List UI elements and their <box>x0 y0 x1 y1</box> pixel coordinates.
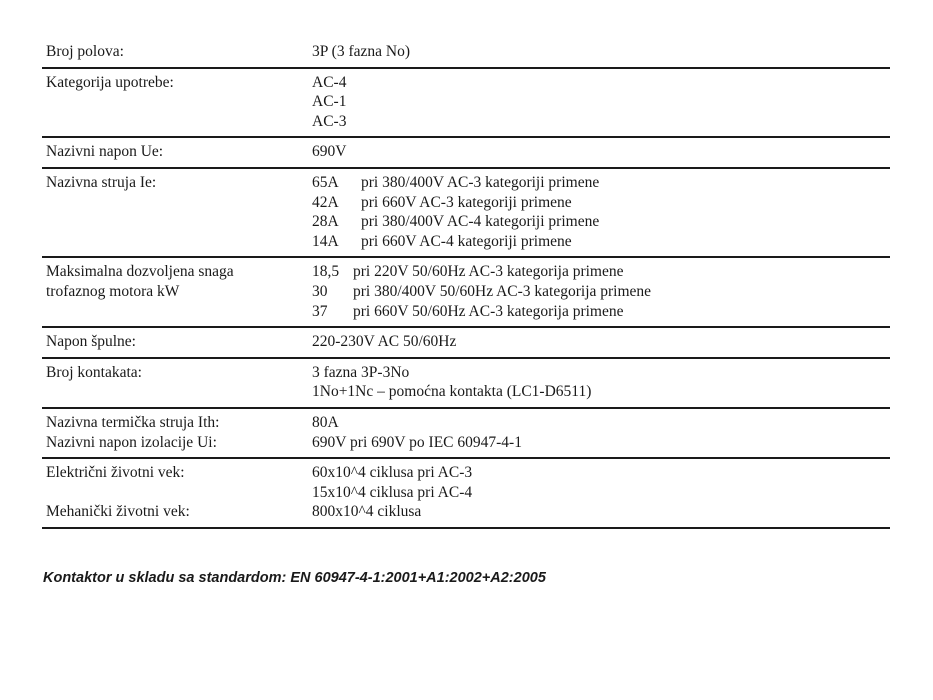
value-line: AC-1 <box>312 93 347 111</box>
spec-value <box>308 358 890 408</box>
label-line: Nazivni napon izolacije Ui: <box>46 433 217 451</box>
current-amp: 28A <box>312 213 339 231</box>
spec-label <box>42 68 308 138</box>
power-desc: pri 380/400V 50/60Hz AC-3 kategorija primene <box>353 282 652 300</box>
spec-label <box>42 168 308 257</box>
label-line: Broj kontakata: <box>46 363 142 381</box>
power-desc: pri 660V 50/60Hz AC-3 kategorija primene <box>353 302 624 320</box>
spec-label <box>42 137 308 168</box>
label-line: Napon špulne: <box>46 333 136 351</box>
label-line: Maksimalna dozvoljena snaga <box>46 263 234 281</box>
power-line <box>312 262 890 282</box>
power-kw: 37 <box>312 302 328 320</box>
current-line <box>312 232 890 252</box>
spec-row-lifespan <box>42 458 890 528</box>
label-line: Nazivna struja Ie: <box>46 173 157 191</box>
value-line: 220-230V AC 50/60Hz <box>312 333 457 351</box>
power-kw: 30 <box>312 282 328 300</box>
label-line: Električni životni vek: <box>46 464 185 482</box>
power-line <box>312 302 890 322</box>
spec-value <box>308 458 890 528</box>
current-desc: pri 660V AC-3 kategoriji primene <box>361 193 572 211</box>
spec-row-rated-current <box>42 168 890 257</box>
current-amp: 42A <box>312 193 339 211</box>
power-kw: 18,5 <box>312 263 340 281</box>
spec-value <box>308 408 890 458</box>
value-line: 690V <box>312 143 347 161</box>
label-line: trofaznog motora kW <box>46 282 180 300</box>
spec-label <box>42 327 308 358</box>
label-line: Kategorija upotrebe: <box>46 73 174 91</box>
label-spacer <box>46 483 308 503</box>
power-desc: pri 220V 50/60Hz AC-3 kategorija primene <box>353 263 624 281</box>
spec-label <box>42 358 308 408</box>
spec-value <box>308 257 890 327</box>
spec-label <box>42 408 308 458</box>
value-line: 3P (3 fazna No) <box>312 43 410 60</box>
spec-row-usage-category <box>42 68 890 138</box>
spec-value <box>308 168 890 257</box>
current-line <box>312 193 890 213</box>
specification-table <box>42 40 890 529</box>
spec-value <box>308 40 890 68</box>
spec-value <box>308 68 890 138</box>
label-line: Nazivna termička struja Ith: <box>46 413 220 431</box>
current-line <box>312 212 890 232</box>
spec-row-rated-voltage <box>42 137 890 168</box>
current-amp: 65A <box>312 173 339 191</box>
label-line: Broj polova: <box>46 43 124 60</box>
spec-label <box>42 40 308 68</box>
value-line: AC-3 <box>312 112 347 130</box>
spec-label <box>42 257 308 327</box>
label-line: Mehanički životni vek: <box>46 503 190 521</box>
value-line: 15x10^4 ciklusa pri AC-4 <box>312 483 473 501</box>
spec-row-contacts <box>42 358 890 408</box>
spec-value <box>308 137 890 168</box>
current-desc: pri 380/400V AC-3 kategoriji primene <box>361 173 600 191</box>
spec-row-motor-power <box>42 257 890 327</box>
spec-row-thermal-insulation <box>42 408 890 458</box>
value-line: 1No+1Nc – pomoćna kontakta (LC1-D6511) <box>312 383 592 401</box>
power-line <box>312 282 890 302</box>
current-line <box>312 173 890 193</box>
spec-row-coil-voltage <box>42 327 890 358</box>
value-line: AC-4 <box>312 73 347 91</box>
value-line: 800x10^4 ciklusa <box>312 503 422 521</box>
spec-row-poles <box>42 40 890 68</box>
standard-compliance-note: Kontaktor u skladu sa standardom: EN 60947-4-1:2001+A1:2002+A2:2005 <box>43 570 546 586</box>
value-line: 60x10^4 ciklusa pri AC-3 <box>312 464 473 482</box>
label-line: Nazivni napon Ue: <box>46 143 164 161</box>
current-desc: pri 380/400V AC-4 kategoriji primene <box>361 213 600 231</box>
value-line: 80A <box>312 413 339 431</box>
spec-value <box>308 327 890 358</box>
current-desc: pri 660V AC-4 kategoriji primene <box>361 232 572 250</box>
value-line: 3 fazna 3P-3No <box>312 363 410 381</box>
current-amp: 14A <box>312 232 339 250</box>
spec-label <box>42 458 308 528</box>
value-line: 690V pri 690V po IEC 60947-4-1 <box>312 433 522 451</box>
